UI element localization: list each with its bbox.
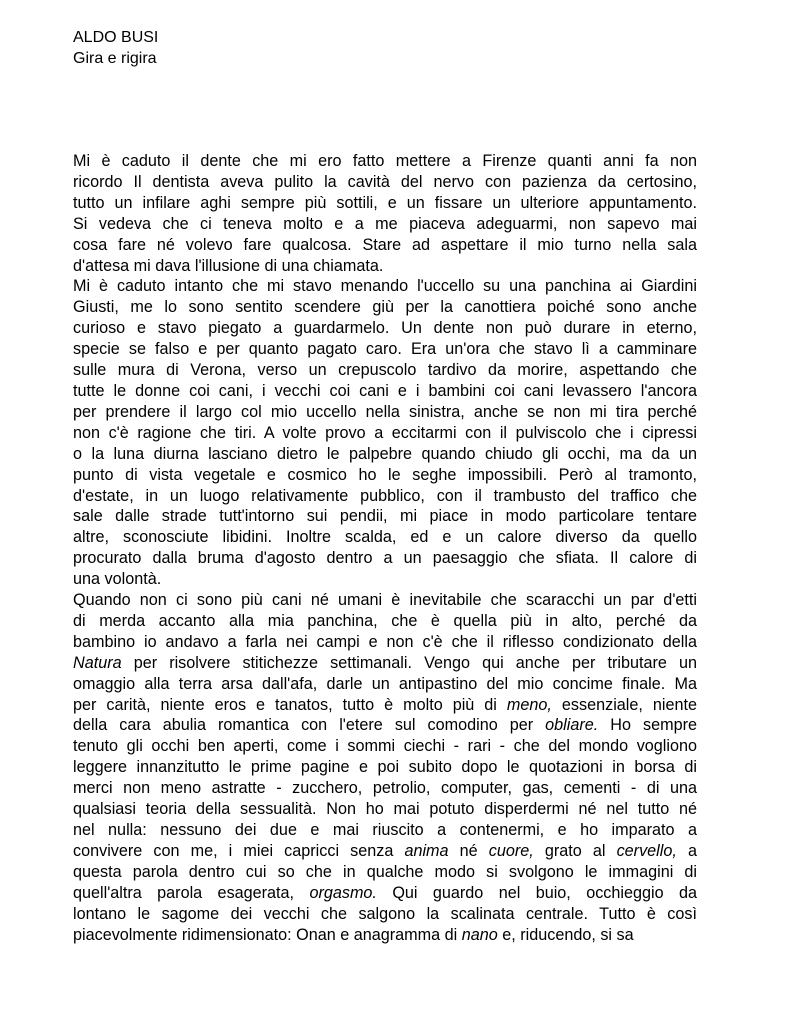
text-segment: o la luna diurna lasciano dietro le palpebre quando chiudo gli occhi, ma da un: [73, 444, 697, 463]
text-segment: cosa fare né volevo fare qualcosa. Stare ad aspettare il mio turno nella sala: [73, 235, 697, 254]
text-line: [73, 423, 697, 444]
text-line: [73, 465, 697, 486]
body-text: [73, 151, 697, 945]
text-segment: Quando non ci sono più cani né umani è inevitabile che scaracchi un par d'etti: [73, 591, 697, 610]
text-line: [73, 695, 697, 716]
text-segment: della cara abulia romantica con l'etere sul comodino per: [73, 716, 546, 735]
text-line: [73, 297, 697, 318]
text-segment: convivere con me, i miei capricci senza: [73, 841, 405, 860]
italic-text: cervello,: [616, 841, 677, 860]
text-segment: omaggio alla terra arsa dall'afa, darle un antipastino del mio concime finale. Ma: [73, 674, 697, 693]
text-line: [73, 527, 697, 548]
text-segment: per carità, niente eros e tanatos, tutto è molto più di: [73, 695, 507, 714]
text-line: [73, 486, 697, 507]
text-segment: tutte le donne coi cani, i vecchi coi cani e i bambini coi cani levassero l'ancora: [73, 381, 697, 400]
text-segment: Giusti, me lo sono sentito scendere giù per la canottiera poiché sono anche: [73, 298, 697, 317]
text-segment: per risolvere stitichezze settimanali. Vengo qui anche per tributare un: [121, 653, 697, 672]
text-segment: bambino io andavo a farla nei campi e non c'è che il riflesso condizionato della: [73, 632, 697, 651]
italic-text: meno,: [506, 695, 552, 714]
text-segment: curioso e stavo piegato a guardarmelo. Un dente non può durare in eterno,: [73, 319, 697, 338]
text-line: [73, 925, 697, 946]
text-line: [73, 862, 697, 883]
italic-text: cuore,: [488, 841, 534, 860]
text-line: [73, 339, 697, 360]
text-segment: né: [448, 841, 489, 860]
paragraph: [73, 151, 697, 276]
text-line: [73, 799, 697, 820]
text-segment: Ho sempre: [598, 716, 697, 735]
text-line: [73, 381, 697, 402]
text-segment: d'estate, in un luogo relativamente pubblico, con il trambusto del traffico che: [73, 486, 697, 505]
text-line: [73, 318, 697, 339]
text-line: [73, 235, 697, 256]
text-segment: Si vedeva che ci teneva molto e a me piaceva adeguarmi, non sapevo mai: [73, 214, 697, 233]
text-line: [73, 360, 697, 381]
text-line: [73, 653, 697, 674]
paragraph: [73, 276, 697, 590]
text-segment: e, riducendo, si sa: [497, 925, 634, 944]
text-line: [73, 632, 697, 653]
text-line: [73, 674, 697, 695]
text-segment: tutto un infilare aghi sempre più sottili, e un fissare un ulteriore appuntamento.: [73, 193, 697, 212]
text-segment: lontano le sagome dei vecchi che salgono la scalinata centrale. Tutto è così: [73, 904, 697, 923]
text-segment: Mi è caduto il dente che mi ero fatto mettere a Firenze quanti anni fa non: [73, 152, 697, 170]
text-line: [73, 715, 697, 736]
text-segment: non c'è ragione che tiri. A volte provo a eccitarmi con il pulviscolo che i cipressi: [73, 423, 697, 442]
text-line: [73, 736, 697, 757]
text-line: [73, 883, 697, 904]
text-line: [73, 151, 697, 172]
italic-text: anima: [404, 841, 449, 860]
italic-text: Natura: [73, 653, 122, 672]
text-segment: quell'altra parola esagerata,: [73, 883, 310, 902]
italic-text: obliare.: [545, 716, 599, 735]
text-line: [73, 904, 697, 925]
text-segment: piacevolmente ridimensionato: Onan e anagramma di: [73, 925, 462, 944]
document-title: Gira e rigira: [73, 50, 157, 67]
text-line: [73, 402, 697, 423]
text-line: [73, 256, 697, 277]
text-segment: leggere innanzitutto le prime pagine e poi subito dopo le quotazioni in borsa di: [73, 758, 697, 777]
text-line: [73, 611, 697, 632]
document-header: [73, 27, 158, 69]
text-segment: d'attesa mi dava l'illusione di una chiamata.: [73, 256, 384, 275]
text-segment: ricordo Il dentista aveva pulito la cavità del nervo con pazienza da certosino,: [73, 172, 697, 191]
text-segment: nel nulla: nessuno dei due e mai riuscito a contenermi, e ho imparato a: [73, 821, 697, 839]
text-segment: di merda accanto alla mia panchina, che è quella più in alto, perché da: [73, 611, 697, 630]
text-line: [73, 590, 697, 611]
author-name: ALDO BUSI: [73, 29, 159, 46]
text-segment: questa parola dentro cui so che in qualche modo si svolgono le immagini di: [73, 862, 697, 881]
text-segment: essenziale, niente: [551, 695, 697, 714]
text-segment: una volontà.: [73, 570, 162, 589]
text-segment: a: [676, 841, 697, 860]
text-line: [73, 276, 697, 297]
text-line: [73, 548, 697, 569]
text-segment: specie se falso e per quanto pagato caro. Era un'ora che stavo lì a camminare: [73, 340, 697, 359]
text-segment: Qui guardo nel buio, occhieggio da: [376, 883, 697, 902]
text-segment: procurato dalla bruma d'agosto dentro a un paesaggio che sfiata. Il calore di: [73, 549, 697, 568]
text-line: [73, 172, 697, 193]
text-line: [73, 444, 697, 465]
text-line: [73, 841, 697, 862]
italic-text: orgasmo.: [309, 883, 377, 902]
text-line: [73, 820, 697, 841]
text-line: [73, 569, 697, 590]
text-segment: sulle mura di Verona, verso un crepuscolo tardivo da morire, aspettando che: [73, 361, 697, 380]
text-line: [73, 757, 697, 778]
text-line: [73, 193, 697, 214]
paragraph: [73, 590, 697, 945]
italic-text: nano: [461, 925, 498, 944]
text-line: [73, 214, 697, 235]
text-segment: altre, sconosciute libidini. Inoltre scalda, ed e un calore diverso da quello: [73, 528, 697, 547]
text-segment: per prendere il largo col mio uccello nella sinistra, anche se non mi tira perché: [73, 402, 697, 421]
text-segment: qualsiasi teoria della sessualità. Non ho mai potuto disperdermi né nel tutto né: [73, 800, 697, 819]
text-segment: Mi è caduto intanto che mi stavo menando l'uccello su una panchina ai Giardini: [73, 277, 697, 296]
text-segment: sale dalle strade tutt'intorno sui pendii, mi piace in modo particolare tentare: [73, 507, 697, 526]
text-segment: tenuto gli occhi ben aperti, come i sommi ciechi - rari - che del mondo vogliono: [73, 737, 697, 756]
text-segment: grato al: [533, 841, 617, 860]
text-segment: merci non meno astratte - zucchero, petrolio, computer, gas, cementi - di una: [73, 779, 697, 798]
text-segment: punto di vista vegetale e cosmico ho le seghe impossibili. Però al tramonto,: [73, 465, 697, 484]
text-line: [73, 778, 697, 799]
text-line: [73, 506, 697, 527]
